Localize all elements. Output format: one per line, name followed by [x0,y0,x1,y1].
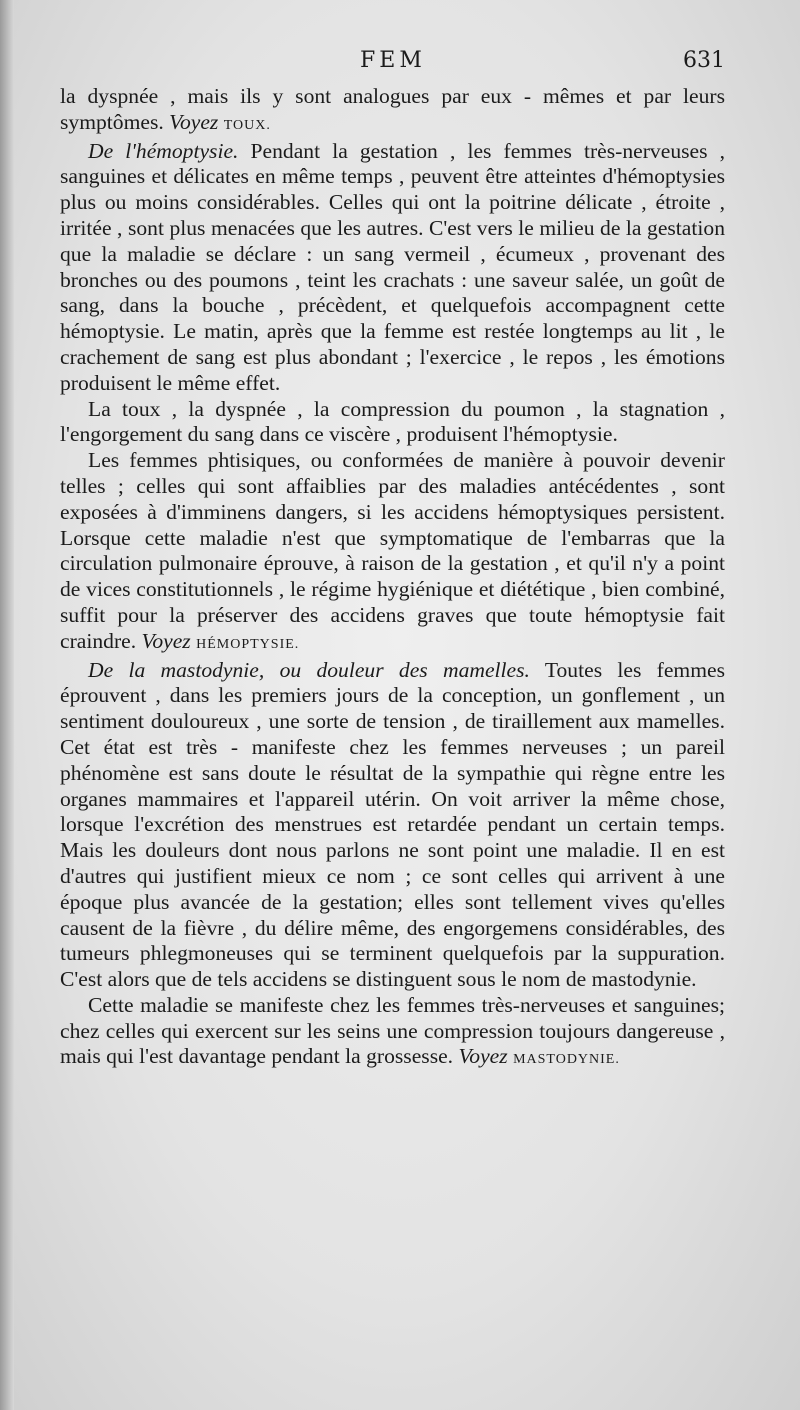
cross-reference-target: TOUX. [223,117,271,133]
body-text [60,84,725,1073]
section-heading: De l'hémoptysie. [88,138,239,163]
paragraph-text: La toux , la dyspnée , la compression du poumon , la stagnation , l'engorgement du sang dans ce viscère , produisent l'hémoptysie. [60,396,725,447]
paragraph [60,448,725,657]
cross-reference-target: MASTODYNIE. [513,1052,620,1068]
see-reference: Voyez [141,628,191,653]
page-gutter [0,0,14,1410]
paragraph [60,993,725,1073]
paragraph-text: la dyspnée , mais ils y sont analogues par eux - mêmes et par leurs symptômes. [60,84,725,134]
paragraph-text: Les femmes phtisiques, ou conformées de manière à pouvoir devenir telles ; celles qui sont affaiblies par des maladies antécédentes , sont exposées à d'imminens dangers, si les accidens hémoptysiques persistent. Lorsque cette maladie n'est que symptomatique de l'embarras que la circulation pulmonaire éprouve, à raison de la gestation , et qu'il n'y a point de vices constitutionnels , le régime hygiénique et diététique , bien combiné, suffit pour la préserver des accidens graves que toute hémoptysie fait craindre. [60,448,725,653]
paragraph-text: Pendant la gestation , les femmes très-nerveuses , sanguines et délicates en même temps , peuvent être atteintes d'hémoptysies plus ou moins considérables. Celles qui ont la poitrine délicate , étroite , irritée , sont plus menacées que les autres. C'est vers le milieu de la gestation que la maladie se déclare : un sang vermeil , écumeux , provenant des bronches ou des poumons , teint les crachats : une saveur salée, un goût de sang, dans la bouche , précèdent, et quelquefois accompagnent cette hémoptysie. Le matin, après que la femme est restée longtemps au lit , le crachement de sang est plus abondant ; l'exercice , le repos , les émotions produisent le même effet. [60,138,725,395]
cross-reference-target: HÉMOPTYSIE. [196,636,300,652]
paragraph [60,139,725,397]
running-title: FEM [360,48,426,73]
page-header [60,48,725,80]
see-reference: Voyez [458,1044,508,1069]
paragraph-text: Toutes les femmes éprouvent , dans les premiers jours de la conception, un gonflement , un sentiment douloureux , une sorte de tension , de tiraillement aux mamelles. Cet état est très - manifeste chez les femmes nerveuses ; un pareil phénomène est sans doute le résultat de la sympathie qui règne entre les organes mammaires et l'appareil utérin. On voit arriver la même chose, lorsque l'excrétion des menstrues est retardée pendant un certain temps. Mais les douleurs dont nous parlons ne sont point une maladie. Il en est d'autres qui justifient mieux ce nom ; ce sont celles qui arrivent à une époque plus avancée de la gestation; elles sont tellement vives qu'elles causent de la fièvre , du délire même, des engorgemens considérables, des tumeurs phlegmoneuses qui se terminent quelquefois par la suppuration. C'est alors que de tels accidens se distinguent sous le nom de mastodynie. [60,657,725,992]
paragraph-text: Cette maladie se manifeste chez les femmes très-nerveuses et sanguines; chez celles qui exercent sur les seins une compression toujours dangereuse , mais qui l'est davantage pendant la grossesse. [60,992,725,1069]
paragraph [60,84,725,139]
paragraph [60,658,725,993]
see-reference: Voyez [169,109,219,134]
page-number: 631 [683,48,725,73]
section-heading: De la mastodynie, ou douleur des mamelles. [88,657,530,682]
paragraph [60,397,725,449]
